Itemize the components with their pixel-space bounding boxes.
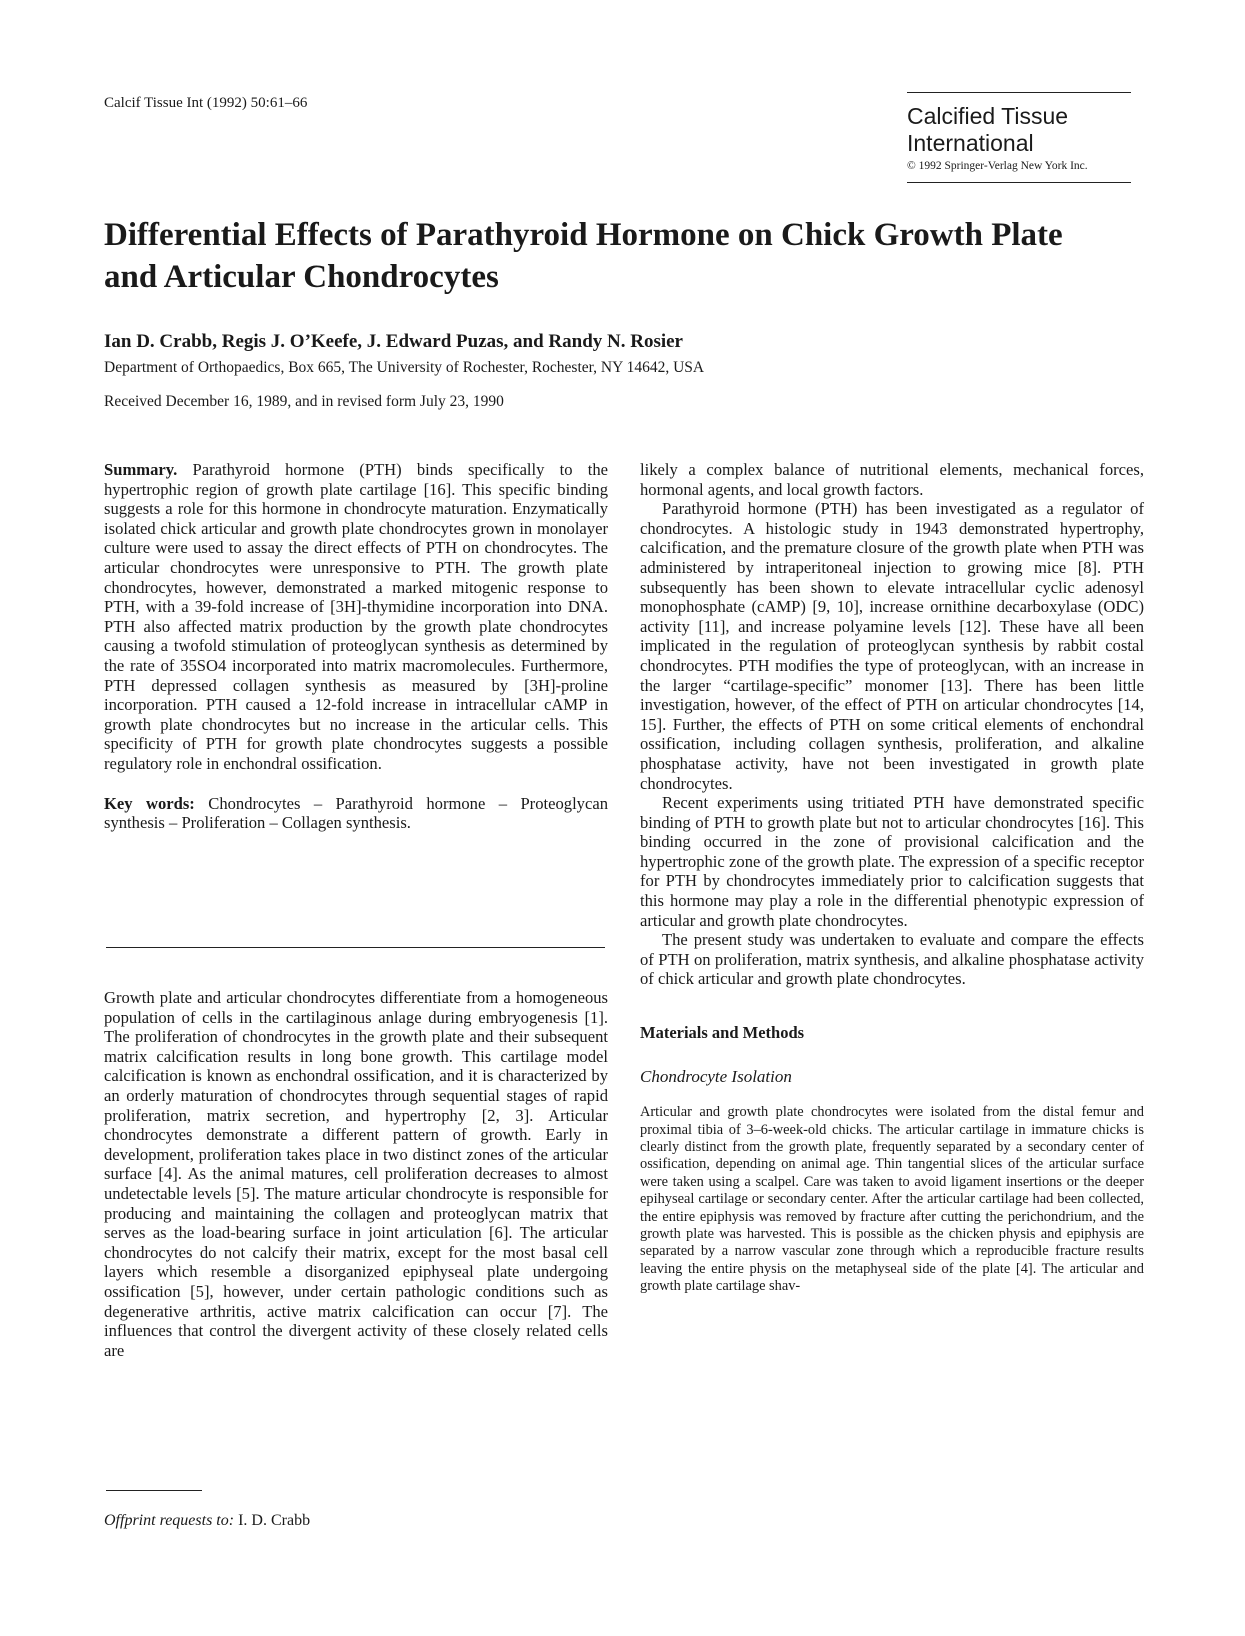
journal-name-line2: International bbox=[907, 130, 1034, 156]
journal-citation: Calcif Tissue Int (1992) 50:61–66 bbox=[104, 95, 308, 111]
offprint-label: Offprint requests to: bbox=[104, 1512, 235, 1529]
methods-paragraph: Articular and growth plate chondrocytes were isolated from the distal femur and proximal tibia of 3–6-week-old chicks. The articular cartilage in immature chicks is clearly distinct from the growth plate, frequently separated by a secondary center of ossification, depending on animal age. Thin tangential slices of the articular surface were taken using a scalpel. Care was taken to avoid ligament insertions or the deeper epihyseal cartilage or secondary center. After the articular cartilage had been collected, the entire epiphysis was removed by fracture after cutting the perichondrium, and the growth plate was harvested. This is possible as the chicken physis and epiphysis are separated by a narrow vascular zone through which a reproducible fracture results leaving the entire physis on the metaphyseal side of the plate [4]. The articular and growth plate cartilage shav- bbox=[640, 1104, 1144, 1295]
keywords-label: Key words: bbox=[104, 793, 195, 813]
title-line-2: and Articular Chondrocytes bbox=[104, 259, 499, 295]
keywords-paragraph bbox=[104, 794, 608, 833]
received-date: Received December 16, 1989, and in revised form July 23, 1990 bbox=[104, 393, 504, 410]
left-column bbox=[104, 460, 608, 833]
subsection-heading-isolation: Chondrocyte Isolation bbox=[640, 1066, 792, 1086]
article-title bbox=[104, 214, 1144, 298]
summary-label: Summary. bbox=[104, 460, 178, 479]
offprint-footnote bbox=[104, 1512, 310, 1530]
keywords-text: Chondrocytes – Parathyroid hormone – Proteoglycan synthesis – Proliferation – Collagen synthesis. bbox=[104, 793, 609, 833]
intro-paragraph: Growth plate and articular chondrocytes differentiate from a homogeneous population of cells in the cartilaginous anlage during embryogenesis [1]. The proliferation of chondrocytes in the growth plate and their subsequent matrix calcification results in long bone growth. This cartilage model calcification is known as enchondral ossification, and it is characterized by an orderly maturation of chondrocytes through sequential stages of rapid proliferation, matrix secretion, and hypertrophy [2, 3]. Articular chondrocytes demonstrate a different pattern of growth. Early in development, proliferation takes place in two distinct zones of the articular surface [4]. As the animal matures, cell proliferation decreases to almost undetectable levels [5]. The mature articular chondrocyte is responsible for producing and maintaining the collagen and proteoglycan matrix that serves as the load-bearing surface in joint articulation [6]. The articular chondrocytes do not calcify their matrix, except for the most basal cell layers which resemble a disorganized epiphyseal plate undergoing ossification [5], however, under certain pathologic conditions such as degenerative arthritis, active matrix calcification can occur [7]. The influences that control the divergent activity of these closely related cells are bbox=[104, 988, 608, 1360]
summary-text: Parathyroid hormone (PTH) binds specifically to the hypertrophic region of growth plate cartilage [16]. This specific binding suggests a role for this hormone in chondrocyte maturation. Enzymatically isolated chick articular and growth plate chondrocytes grown in monolayer culture were used to assay the direct effects of PTH on chondrocytes. The articular chondrocytes were unresponsive to PTH. The growth plate chondrocytes, however, demonstrated a marked mitogenic response to PTH, with a 39-fold increase of [3H]-thymidine incorporation into DNA. PTH also affected matrix production by the growth plate chondrocytes causing a twofold stimulation of proteoglycan synthesis as determined by the rate of 35SO4 incorporated into matrix macromolecules. Furthermore, PTH depressed collagen synthesis as measured by [3H]-proline incorporation. PTH caused a 12-fold increase in intracellular cAMP in growth plate chondrocytes but no increase in the articular cells. This specificity of PTH for growth plate chondrocytes suggests a possible regulatory role in enchondral ossification. bbox=[104, 460, 608, 773]
intro-left-column bbox=[104, 988, 608, 1360]
title-line-1: Differential Effects of Parathyroid Hormone on Chick Growth Plate bbox=[104, 217, 1063, 253]
footnote-divider bbox=[106, 1490, 202, 1491]
intro-paragraph-continued: likely a complex balance of nutritional elements, mechanical forces, hormonal agents, and local growth factors. bbox=[640, 460, 1144, 499]
binding-paragraph: Recent experiments using tritiated PTH have demonstrated specific binding of PTH to growth plate but not to articular chondrocytes [16]. This binding occurred in the zone of provisional calcification and the hypertrophic zone of the growth plate. The expression of a specific receptor for PTH by chondrocytes immediately prior to calcification suggests that this hormone may play a role in the differential phenotypic expression of articular and growth plate chondrocytes. bbox=[640, 793, 1144, 930]
right-column bbox=[640, 460, 1144, 1296]
pth-background-paragraph: Parathyroid hormone (PTH) has been investigated as a regulator of chondrocytes. A histologic study in 1943 demonstrated hypertrophy, calcification, and the premature closure of the growth plate when PTH was administered by intraperitoneal injection to growing mice [8]. PTH subsequently has been shown to elevate intracellular cyclic adenosyl monophosphate (cAMP) [9, 10], increase ornithine decarboxylase (ODC) activity [11], and increase polyamine levels [12]. These have all been implicated in the regulation of proteoglycan synthesis by rabbit costal chondrocytes. PTH modifies the type of proteoglycan, with an increase in the larger “cartilage-specific” monomer [13]. There has been little investigation, however, of the effect of PTH on articular chondrocytes [14, 15]. Further, the effects of PTH on some critical elements of enchondral ossification, including collagen synthesis, proliferation, and alkaline phosphatase activity, have not been investigated in growth plate chondrocytes. bbox=[640, 499, 1144, 793]
section-heading-methods: Materials and Methods bbox=[640, 1023, 805, 1043]
offprint-name: I. D. Crabb bbox=[238, 1512, 311, 1529]
author-list: Ian D. Crabb, Regis J. O’Keefe, J. Edward Puzas, and Randy N. Rosier bbox=[104, 331, 683, 352]
journal-masthead bbox=[907, 92, 1131, 183]
affiliation: Department of Orthopaedics, Box 665, The University of Rochester, Rochester, NY 14642, USA bbox=[104, 359, 705, 376]
abstract-divider bbox=[106, 947, 605, 948]
aim-paragraph: The present study was undertaken to evaluate and compare the effects of PTH on proliferation, matrix synthesis, and alkaline phosphatase activity of chick articular and growth plate chondrocytes. bbox=[640, 930, 1144, 989]
copyright-notice: © 1992 Springer-Verlag New York Inc. bbox=[907, 160, 1088, 172]
summary-paragraph bbox=[104, 460, 608, 774]
journal-name-line1: Calcified Tissue bbox=[907, 103, 1069, 129]
